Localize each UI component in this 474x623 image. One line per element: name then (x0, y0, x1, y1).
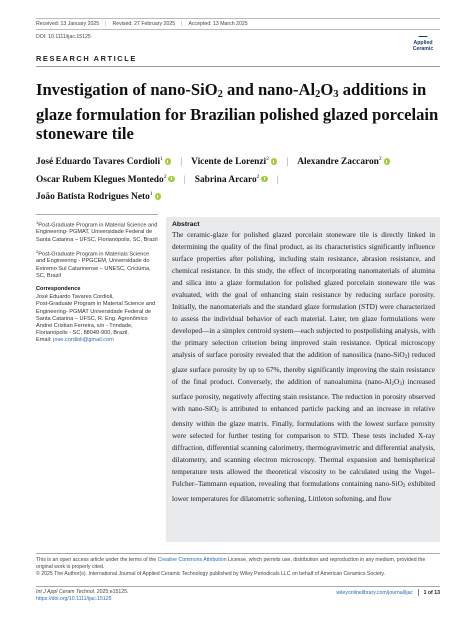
journal-logo (404, 36, 442, 52)
author-name[interactable]: João Batista Rodrigues Neto$^1$ (36, 192, 161, 202)
author-separator: | (276, 174, 279, 185)
page-number: 1 of 13 (423, 589, 440, 596)
article-type: RESEARCH ARTICLE (36, 54, 137, 63)
doi-link[interactable]: https://doi.org/10.1111/ijac.15125 (36, 596, 112, 603)
author-separator: | (286, 157, 289, 167)
license-block (36, 557, 440, 579)
journal-site-link[interactable]: wileyonlinelibrary.com/journal/ijac (336, 589, 413, 596)
affiliation: $^2$Post-Graduate Program in Materials Science and Engineering - PPGCEM, Universidade do Extremo Sul Catarinense – UNESC, Criciúma, SC, Brazil (36, 248, 151, 279)
license-text: This is an open access article under the terms of the Creative Commons Attribution License, which permits use, distribution and reproduction in any medium, provided the original work is properly cited. (36, 557, 426, 571)
side-column (36, 214, 158, 345)
orcid-icon[interactable] (384, 158, 390, 164)
journal-footer (36, 589, 129, 603)
revised-date: Revised: 27 February 2025 (112, 21, 176, 27)
affiliation-divider (36, 214, 158, 215)
correspondence-heading: Correspondence (36, 286, 81, 293)
author-separator: | (183, 174, 186, 185)
correspondence-name: José Eduardo Tavares Cordioli, (36, 294, 114, 301)
article-title: Investigation of nano-SiO$_2$ and nano-$Al_2O_3$ additions in glaze formulation for Brazilian polished glazed porcelain stoneware tile (36, 80, 439, 144)
author-name[interactable]: Vicente de Lorenzi$^2$ (191, 157, 277, 167)
author-name[interactable]: Alexandre Zaccaron$^2$ (297, 157, 390, 167)
date-separator: | (105, 21, 107, 27)
doi-label: DOI: 10.1111/ijac.15125 (36, 34, 91, 40)
author-name[interactable]: Sabrina Arcaro$^2$ (195, 175, 268, 185)
footer-divider (36, 586, 440, 587)
abstract-box (166, 217, 440, 542)
author-separator: | (180, 157, 183, 167)
copyright-text: © 2025 The Author(s). International Journal of Applied Ceramic Technology published by Wiley Periodicals LLC on behalf of American Ceramics Society. (36, 571, 385, 578)
journal-citation: Int J Appl Ceram Technol. 2025;e15125. (36, 589, 129, 595)
author-list (36, 152, 440, 205)
license-divider (36, 553, 440, 554)
author-name[interactable]: Oscar Rubem Klegues Montedo$^2$ (36, 175, 175, 185)
accepted-date: Accepted: 13 March 2025 (188, 21, 248, 27)
logo-line: Ceramic (412, 45, 434, 52)
received-date: Received: 13 January 2025 (36, 21, 100, 27)
correspondence-address: Post-Graduate Program in Material Science and Engineering- PGMAT Universidade Federal de Santa Catarina – UFSC, R. Eng. Agronômico Andrei Cristian Ferreira, s/n - Trindade, Florianópolis - SC, 88040-900, Brazil. (36, 301, 156, 337)
author-name[interactable]: José Eduardo Tavares Cordioli$^1$ (36, 157, 171, 167)
affiliation: $^1$Post-Graduate Program in Material Science and Engineering- PGMAT, Universidade Federal de Santa Catarina – UFSC, Florianópolis, SC, Brazil (36, 219, 158, 243)
header-divider (36, 66, 440, 67)
orcid-icon[interactable] (155, 193, 161, 199)
email-link[interactable]: jose.cordioli@gmail.com (53, 337, 114, 344)
orcid-icon[interactable] (261, 176, 267, 182)
creative-commons-link[interactable]: Creative Commons Attribution (157, 557, 227, 563)
abstract-heading: Abstract (172, 221, 200, 228)
abstract-text: The ceramic-glaze for polished glazed porcelain stoneware tile is directly linked in determining the quality of the final product, as its characteristics significantly influence surface properties after polishing, including stain resistance, abrasion resistance, and chemical resistance. In this study, the effect of incorporating nanomaterials of alumina and silica into a glaze formulation for polished glazed porcelain stoneware tile was evaluated, with the goal of enhancing stain resistance by reducing surface porosity. Initially, the nanomaterials and the standard glaze formulation (STD) were characterized to assess the individual behavior of each material. Later, ten glaze formulations were developed—in a simplex centroid system—each subjected to postpolishing analysis, with the primary selection criterion being improved stain resistance. Optical microscopy analysis of surface porosity revealed that the addition of nanosilica (nano-SiO$_2$) reduced glaze surface porosity by up to 67%, thereby significantly improving the stain resistance of the final product. Conversely, the addition of nanoalumina $(nano-Al_2O_3)$ increased surface porosity, negatively affecting stain resistance. The reduction in porosity observed with nano-SiO$_2$ is attributed to enhanced particle packing and an increase in relative density within the glaze matrix. Finally, formulations with the lowest surface porosity were selected for further testing for comparison to STD. These tests included X-ray diffraction, differential scanning calorimetry, thermogravimetric and differential analysis, dilatometry, and scanning electron microscopy. Thermal expansion and hemispherical temperature tests allowed the theoretical viscosity to be calculated using the Vogel–Fulcher–Tammann equation, revealing that formulations containing nano-SiO$_2$ exhibited lower temperatures for dilatometric softening, Littleton softening, and flow (172, 230, 436, 503)
orcid-icon[interactable] (168, 176, 174, 182)
correspondence-email: Email: jose.cordioli@gmail.com (36, 337, 114, 344)
orcid-icon[interactable] (165, 158, 171, 164)
footer-separator (418, 589, 419, 596)
date-separator: | (181, 21, 183, 27)
logo-line: Applied (413, 40, 433, 46)
orcid-icon[interactable] (271, 158, 277, 164)
page-footer (336, 589, 440, 596)
article-dates-bar (36, 18, 440, 30)
